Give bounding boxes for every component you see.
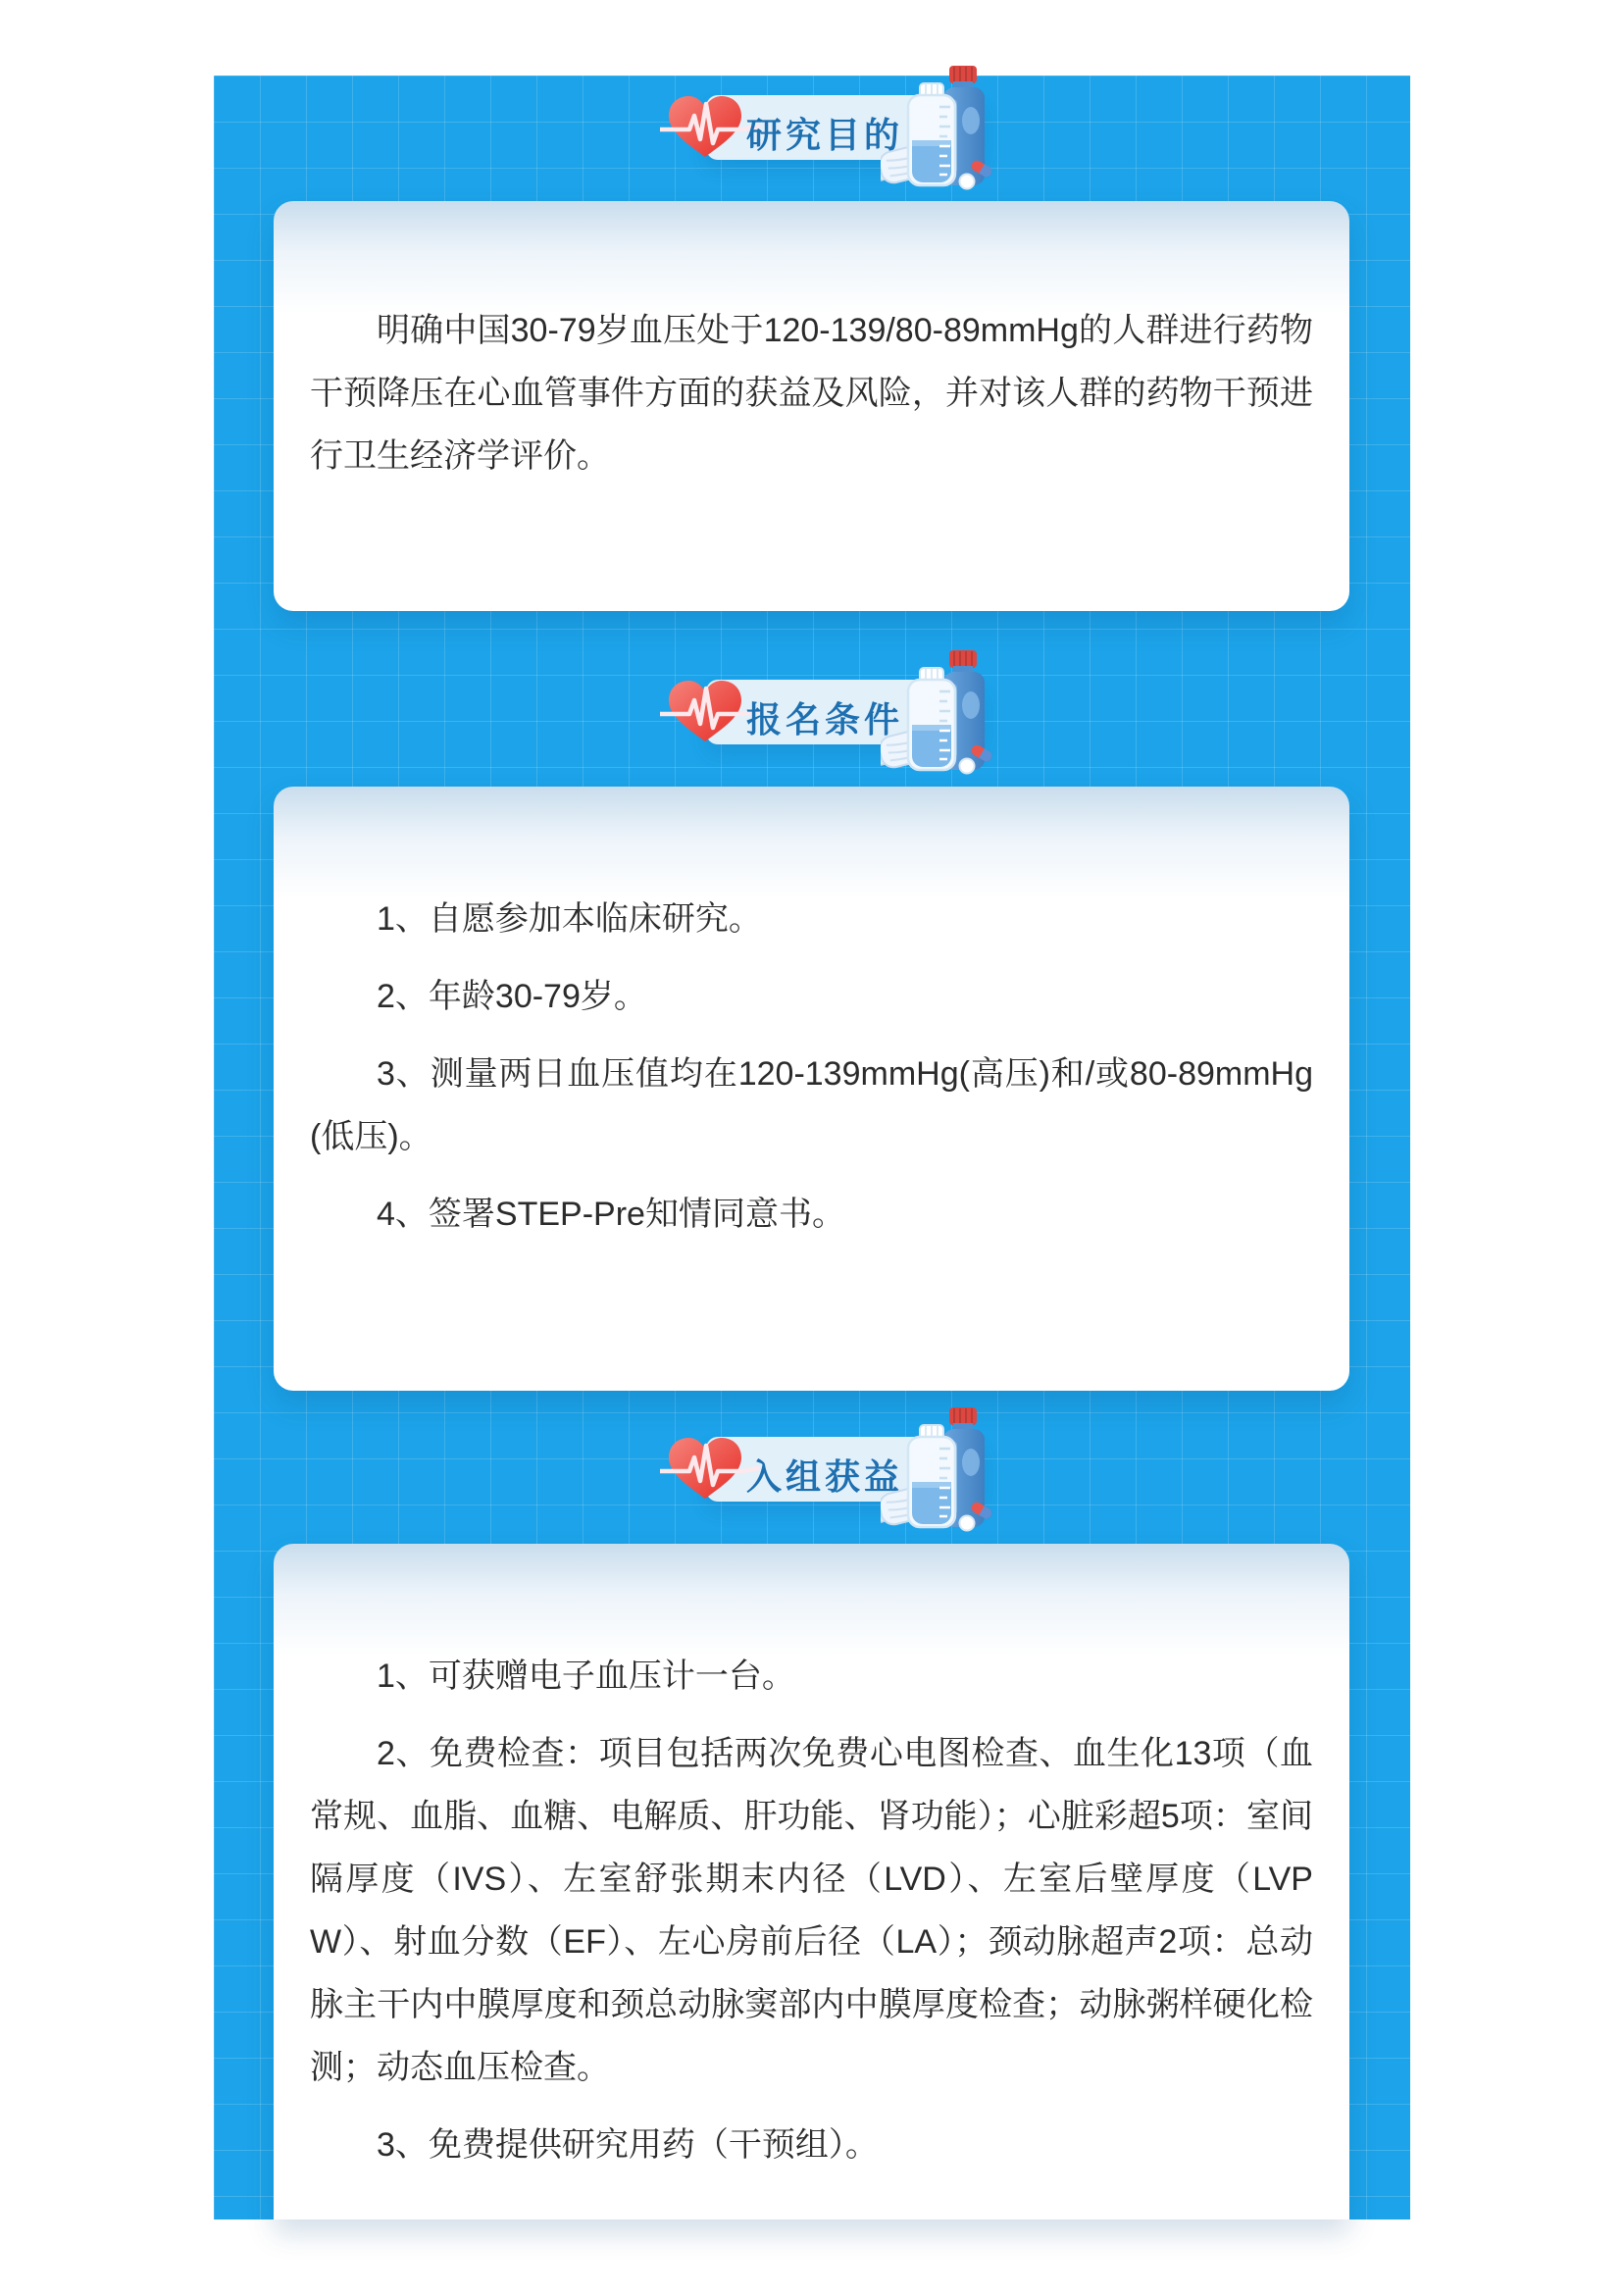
card-content — [274, 201, 1349, 487]
section-header-conditions — [660, 648, 998, 778]
card-enrollment-benefits — [274, 1544, 1349, 2219]
card-content — [274, 787, 1349, 1246]
condition-item: 1、自愿参加本临床研究。 — [377, 900, 762, 938]
section-title: 研究目的 — [746, 115, 904, 155]
condition-item: 3、测量两日血压值均在120-139mmHg(高压)和/或80-89mmHg(低压)。 — [310, 1055, 1313, 1155]
section-title: 入组获益 — [746, 1456, 904, 1497]
condition-item: 4、签署STEP-Pre知情同意书。 — [377, 1196, 845, 1233]
paragraph: 明确中国30-79岁血压处于120-139/80-89mmHg的人群进行药物干预降压在心血管事件方面的获益及风险，并对该人群的药物干预进行卫生经济学评价。 — [310, 312, 1313, 475]
section-header-benefits — [660, 1405, 998, 1535]
card-enrollment-conditions — [274, 787, 1349, 1391]
medicine-bottles-icon — [881, 1405, 998, 1533]
measuring-bottle — [908, 1425, 955, 1527]
card-content — [274, 1544, 1349, 2176]
blue-grid-panel — [214, 76, 1410, 2219]
measuring-bottle — [908, 668, 955, 770]
benefit-item: 1、可获赠电子血压计一台。 — [377, 1658, 795, 1695]
section-header-purpose — [660, 64, 998, 193]
card-study-purpose — [274, 201, 1349, 611]
medicine-bottles-icon — [881, 64, 998, 191]
benefit-item: 3、免费提供研究用药（干预组）。 — [377, 2126, 879, 2164]
measuring-bottle — [908, 83, 955, 185]
benefit-item: 2、免费检查：项目包括两次免费心电图检查、血生化13项（血常规、血脂、血糖、电解质、肝功能、肾功能）；心脏彩超5项：室间隔厚度（IVS）、左室舒张期末内径（LVD）、左室后壁厚度（LVPW）、射血分数（EF）、左心房前后径（LA）；颈动脉超声2项：总动脉主干内中膜厚度和颈总动脉窦部内中膜厚度检查；动脉粥样硬化检测；动态血压检查。 — [310, 1735, 1313, 2086]
condition-item: 2、年龄30-79岁。 — [377, 978, 647, 1015]
medicine-bottles-icon — [881, 648, 998, 776]
section-title: 报名条件 — [746, 699, 904, 740]
